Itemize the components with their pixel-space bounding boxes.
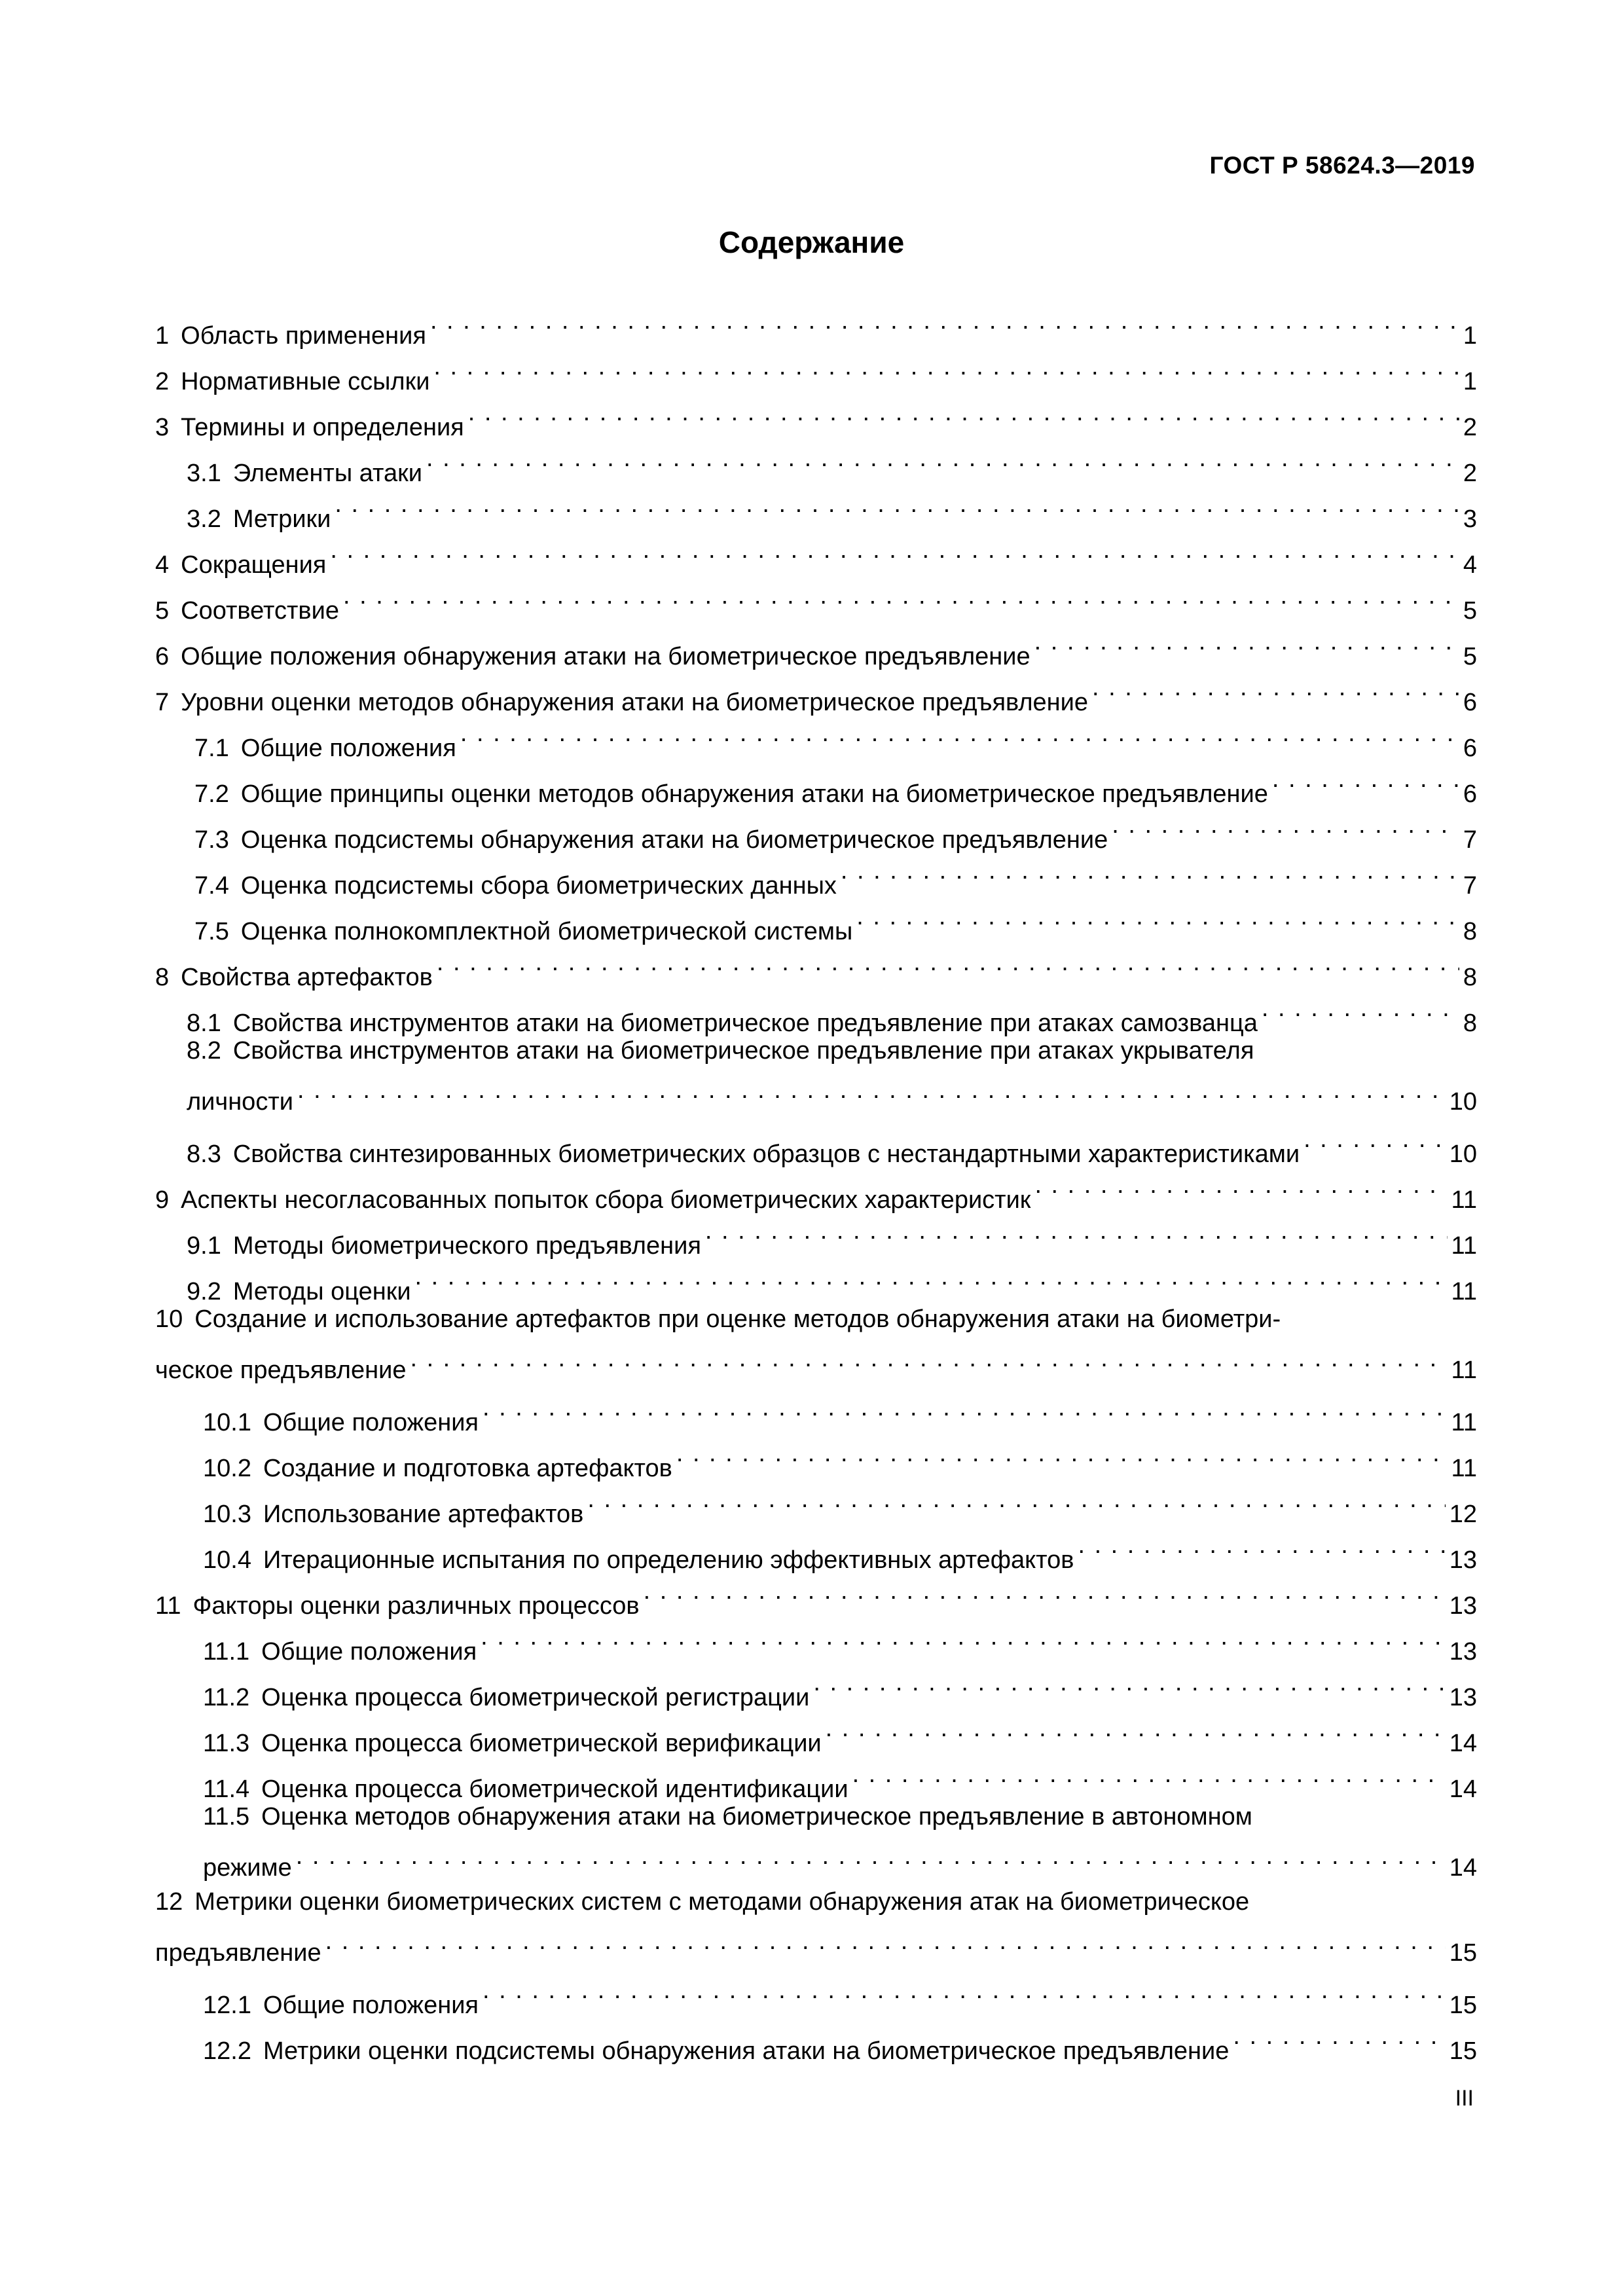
toc-entry-page: 11 [1451, 1409, 1477, 1436]
toc-entry-title: Создание и подготовка артефактов [263, 1455, 672, 1482]
document-code: ГОСТ Р 58624.3—2019 [1209, 152, 1475, 179]
toc-entry-page: 7 [1463, 826, 1477, 854]
toc-entry[interactable] [155, 527, 1477, 579]
toc-entry-title: Метрики оценки биометрических систем с методами обнаружения атак на биометрическое [194, 1888, 1250, 1916]
toc-dot-leader [483, 1385, 1448, 1430]
toc-entry-page: 6 [1463, 689, 1477, 716]
toc-entry-title: Оценка процесса биометрической идентификации [261, 1776, 848, 1803]
toc-entry-title: Область применения [181, 322, 426, 350]
toc-entry-title: Метрики [232, 505, 331, 533]
toc-entry-number: 7.1 [194, 735, 229, 762]
toc-entry-page: 11 [1451, 1278, 1477, 1305]
toc-dot-leader [676, 1430, 1448, 1476]
toc-entry[interactable] [155, 1705, 1477, 1757]
toc-dot-leader [1092, 665, 1459, 710]
toc-entry[interactable] [155, 573, 1477, 625]
toc-entry-page: 2 [1463, 414, 1477, 441]
toc-entry-number: 10.2 [203, 1455, 251, 1482]
toc-entry-title: Общие положения [240, 735, 456, 762]
toc-entry-number: 3 [155, 414, 170, 441]
toc-entry-page: 10 [1449, 1088, 1477, 1116]
toc-entry-title: Элементы атаки [232, 460, 422, 487]
toc-entry-page: 15 [1449, 1992, 1477, 2019]
toc-entry-number: 9.2 [187, 1278, 221, 1305]
toc-entry-title: Общие положения обнаружения атаки на биометрическое предъявление [181, 643, 1030, 670]
toc-entry-title: Оценка подсистемы сбора биометрических данных [240, 872, 837, 900]
toc-dot-leader [1233, 2013, 1445, 2059]
toc-dot-leader [587, 1476, 1445, 1522]
toc-entry-title: Методы оценки [232, 1278, 411, 1305]
page-number: III [1455, 2086, 1474, 2111]
toc-entry[interactable] [155, 1882, 1477, 1967]
toc-entry-number: 11 [155, 1592, 181, 1620]
toc-entry-number: 7.2 [194, 780, 229, 808]
toc-entry-page: 13 [1449, 1638, 1477, 1666]
toc-entry-number: 11.2 [203, 1684, 250, 1711]
toc-entry-page: 4 [1463, 551, 1477, 579]
toc-entry-page: 5 [1463, 643, 1477, 670]
toc-entry-title: Использование артефактов [263, 1501, 584, 1528]
toc-entry-title: Факторы оценки различных процессов [192, 1592, 640, 1620]
toc-entry-title: Оценка процесса биометрической регистрации [261, 1684, 810, 1711]
toc-entry-page: 5 [1463, 597, 1477, 625]
toc-dot-leader [483, 1967, 1446, 2013]
toc-dot-leader [437, 939, 1459, 985]
toc-entry-number: 1 [155, 322, 170, 350]
toc-dot-leader [335, 481, 1459, 527]
toc-entry[interactable] [155, 710, 1477, 762]
toc-entry[interactable] [155, 1797, 1477, 1882]
toc-entry-title: Свойства инструментов атаки на биометрическое предъявление при атаках укрывателя [232, 1037, 1254, 1065]
toc-dot-leader [1272, 756, 1459, 802]
toc-entry-number: 10 [155, 1305, 183, 1333]
toc-entry-title-continuation: ческое предъявление [155, 1357, 407, 1384]
toc-entry-number: 12.2 [203, 2037, 251, 2065]
toc-entry-title: Термины и определения [181, 414, 464, 441]
toc-entry[interactable] [155, 848, 1477, 900]
toc-entry-title: Свойства артефактов [181, 964, 433, 991]
toc-entry-title: Создание и использование артефактов при оценке методов обнаружения атаки на биометри- [194, 1305, 1281, 1333]
toc-entry-title: Общие положения [263, 1409, 479, 1436]
toc-entry-page: 8 [1463, 964, 1477, 991]
toc-dot-leader [1034, 1162, 1447, 1208]
toc-entry-page: 6 [1463, 735, 1477, 762]
toc-entry[interactable] [155, 435, 1477, 487]
toc-dot-leader [468, 390, 1459, 435]
toc-entry[interactable] [155, 1522, 1477, 1574]
toc-entry-page: 14 [1449, 1854, 1477, 1882]
toc-entry-page: 13 [1449, 1592, 1477, 1620]
toc-entry-page: 11 [1451, 1455, 1477, 1482]
toc-dot-leader [852, 1751, 1446, 1797]
toc-dot-leader [296, 1836, 1446, 1876]
toc-entry-number: 8.2 [187, 1037, 221, 1065]
toc-entry-page: 14 [1449, 1776, 1477, 1803]
toc-entry[interactable] [155, 481, 1477, 533]
toc-entry-title: Нормативные ссылки [181, 368, 430, 395]
toc-entry[interactable] [155, 619, 1477, 670]
toc-entry[interactable] [155, 1614, 1477, 1666]
toc-entry-number: 6 [155, 643, 170, 670]
toc-entry-number: 11.3 [203, 1730, 250, 1757]
toc-entry-page: 15 [1449, 1939, 1477, 1967]
toc-dot-leader [1262, 985, 1459, 1031]
toc-entry-title: Сокращения [181, 551, 327, 579]
toc-dot-leader [826, 1705, 1446, 1751]
toc-entry[interactable] [155, 1568, 1477, 1620]
toc-entry-title: Итерационные испытания по определению эффективных артефактов [263, 1546, 1074, 1574]
toc-entry-number: 9 [155, 1186, 170, 1214]
toc-entry-page: 11 [1451, 1186, 1477, 1214]
toc-entry[interactable] [155, 1751, 1477, 1803]
toc-dot-leader [1034, 619, 1459, 665]
toc-dot-leader [433, 344, 1459, 390]
toc-entry-page: 3 [1463, 505, 1477, 533]
toc-entry[interactable] [155, 1476, 1477, 1528]
toc-entry[interactable] [155, 894, 1477, 945]
toc-entry-title: Свойства инструментов атаки на биометрическое предъявление при атаках самозванца [232, 1010, 1258, 1037]
toc-entry-number: 12.1 [203, 1992, 251, 2019]
toc-entry-page: 6 [1463, 780, 1477, 808]
toc-entry[interactable] [155, 2013, 1477, 2065]
toc-entry[interactable] [155, 1031, 1477, 1116]
toc-entry-number: 10.4 [203, 1546, 251, 1574]
toc-entry-number: 7.4 [194, 872, 229, 900]
toc-entry[interactable] [155, 344, 1477, 395]
toc-dot-leader [841, 848, 1459, 894]
toc-entry-page: 11 [1451, 1357, 1477, 1384]
toc-dot-leader [1304, 1116, 1446, 1162]
toc-entry-number: 11.5 [203, 1803, 250, 1831]
toc-entry[interactable] [155, 1967, 1477, 2019]
toc-entry-number: 8.1 [187, 1010, 221, 1037]
toc-dot-leader [705, 1208, 1448, 1254]
toc-entry[interactable] [155, 390, 1477, 441]
toc-entry-number: 9.1 [187, 1232, 221, 1260]
toc-entry-number: 10.1 [203, 1409, 251, 1436]
toc-entry-number: 7.5 [194, 918, 229, 945]
toc-entry-number: 8 [155, 964, 170, 991]
toc-entry-title: Методы биометрического предъявления [232, 1232, 701, 1260]
toc-entry-page: 13 [1449, 1546, 1477, 1574]
toc-entry[interactable] [155, 1300, 1477, 1384]
toc-entry-page: 8 [1463, 1010, 1477, 1037]
toc-entry-number: 3.1 [187, 460, 221, 487]
toc-entry-number: 7.3 [194, 826, 229, 854]
toc-entry-number: 4 [155, 551, 170, 579]
toc-entry-title: Общие положения [263, 1992, 479, 2019]
toc-entry-title: Общие принципы оценки методов обнаружения атаки на биометрическое предъявление [240, 780, 1268, 808]
toc-entry-title: Соответствие [181, 597, 339, 625]
toc-dot-leader [426, 435, 1459, 481]
toc-dot-leader [644, 1568, 1446, 1614]
toc-entry-number: 2 [155, 368, 170, 395]
toc-dot-leader [430, 298, 1459, 344]
toc-entry[interactable] [155, 1430, 1477, 1482]
page-title: Содержание [718, 225, 905, 259]
toc-entry-page: 2 [1463, 460, 1477, 487]
toc-entry-page: 1 [1463, 322, 1477, 350]
toc-entry-title: Оценка полнокомплектной биометрической системы [240, 918, 853, 945]
toc-dot-leader [410, 1339, 1447, 1378]
toc-entry-page: 13 [1449, 1684, 1477, 1711]
toc-dot-leader [481, 1614, 1446, 1660]
toc-dot-leader [343, 573, 1459, 619]
toc-entry-title-continuation: предъявление [155, 1939, 321, 1967]
toc-entry-number: 12 [155, 1888, 183, 1916]
toc-entry-title: Оценка процесса биометрической верификации [261, 1730, 822, 1757]
toc-entry[interactable] [155, 939, 1477, 991]
toc-entry-number: 5 [155, 597, 170, 625]
toc-dot-leader [297, 1070, 1446, 1110]
toc-entry-number: 11.4 [203, 1776, 250, 1803]
toc-dot-leader [1078, 1522, 1445, 1568]
toc-entry[interactable] [155, 1385, 1477, 1436]
toc-entry[interactable] [155, 298, 1477, 350]
toc-entry[interactable] [155, 1116, 1477, 1168]
toc-entry[interactable] [155, 1254, 1477, 1305]
toc-entry[interactable] [155, 665, 1477, 716]
toc-entry-number: 8.3 [187, 1140, 221, 1168]
toc-entry[interactable] [155, 1208, 1477, 1260]
toc-entry-title: Свойства синтезированных биометрических образцов с нестандартными характеристиками [232, 1140, 1300, 1168]
toc-entry[interactable] [155, 985, 1477, 1037]
toc-entry[interactable] [155, 802, 1477, 854]
toc-entry-page: 12 [1449, 1501, 1477, 1528]
toc-dot-leader [813, 1660, 1445, 1705]
toc-entry-title-continuation: личности [187, 1088, 293, 1116]
toc-entry-number: 11.1 [203, 1638, 250, 1666]
toc-entry-number: 7 [155, 689, 170, 716]
toc-entry-page: 11 [1451, 1232, 1477, 1260]
toc-entry-title: Общие положения [261, 1638, 477, 1666]
toc-entry[interactable] [155, 1660, 1477, 1711]
toc-dot-leader [856, 894, 1459, 939]
toc-entry-page: 10 [1449, 1140, 1477, 1168]
toc-entry-number: 10.3 [203, 1501, 251, 1528]
toc-dot-leader [460, 710, 1459, 756]
toc-entry-page: 8 [1463, 918, 1477, 945]
toc-entry-title: Оценка методов обнаружения атаки на биометрическое предъявление в автономном [261, 1803, 1252, 1831]
toc-entry-page: 15 [1449, 2037, 1477, 2065]
toc-dot-leader [330, 527, 1459, 573]
toc-entry-title-continuation: режиме [203, 1854, 292, 1882]
toc-entry[interactable] [155, 1162, 1477, 1214]
table-of-contents [155, 298, 1477, 2065]
toc-entry-title: Оценка подсистемы обнаружения атаки на биометрическое предъявление [240, 826, 1108, 854]
toc-entry-page: 14 [1449, 1730, 1477, 1757]
toc-entry-number: 3.2 [187, 505, 221, 533]
toc-dot-leader [1112, 802, 1459, 848]
toc-entry-title: Аспекты несогласованных попыток сбора биометрических характеристик [181, 1186, 1031, 1214]
toc-entry[interactable] [155, 756, 1477, 808]
toc-dot-leader [325, 1922, 1446, 1961]
toc-entry-page: 1 [1463, 368, 1477, 395]
toc-entry-title: Метрики оценки подсистемы обнаружения атаки на биометрическое предъявление [263, 2037, 1230, 2065]
toc-entry-page: 7 [1463, 872, 1477, 900]
toc-entry-title: Уровни оценки методов обнаружения атаки на биометрическое предъявление [181, 689, 1089, 716]
toc-dot-leader [415, 1254, 1448, 1300]
